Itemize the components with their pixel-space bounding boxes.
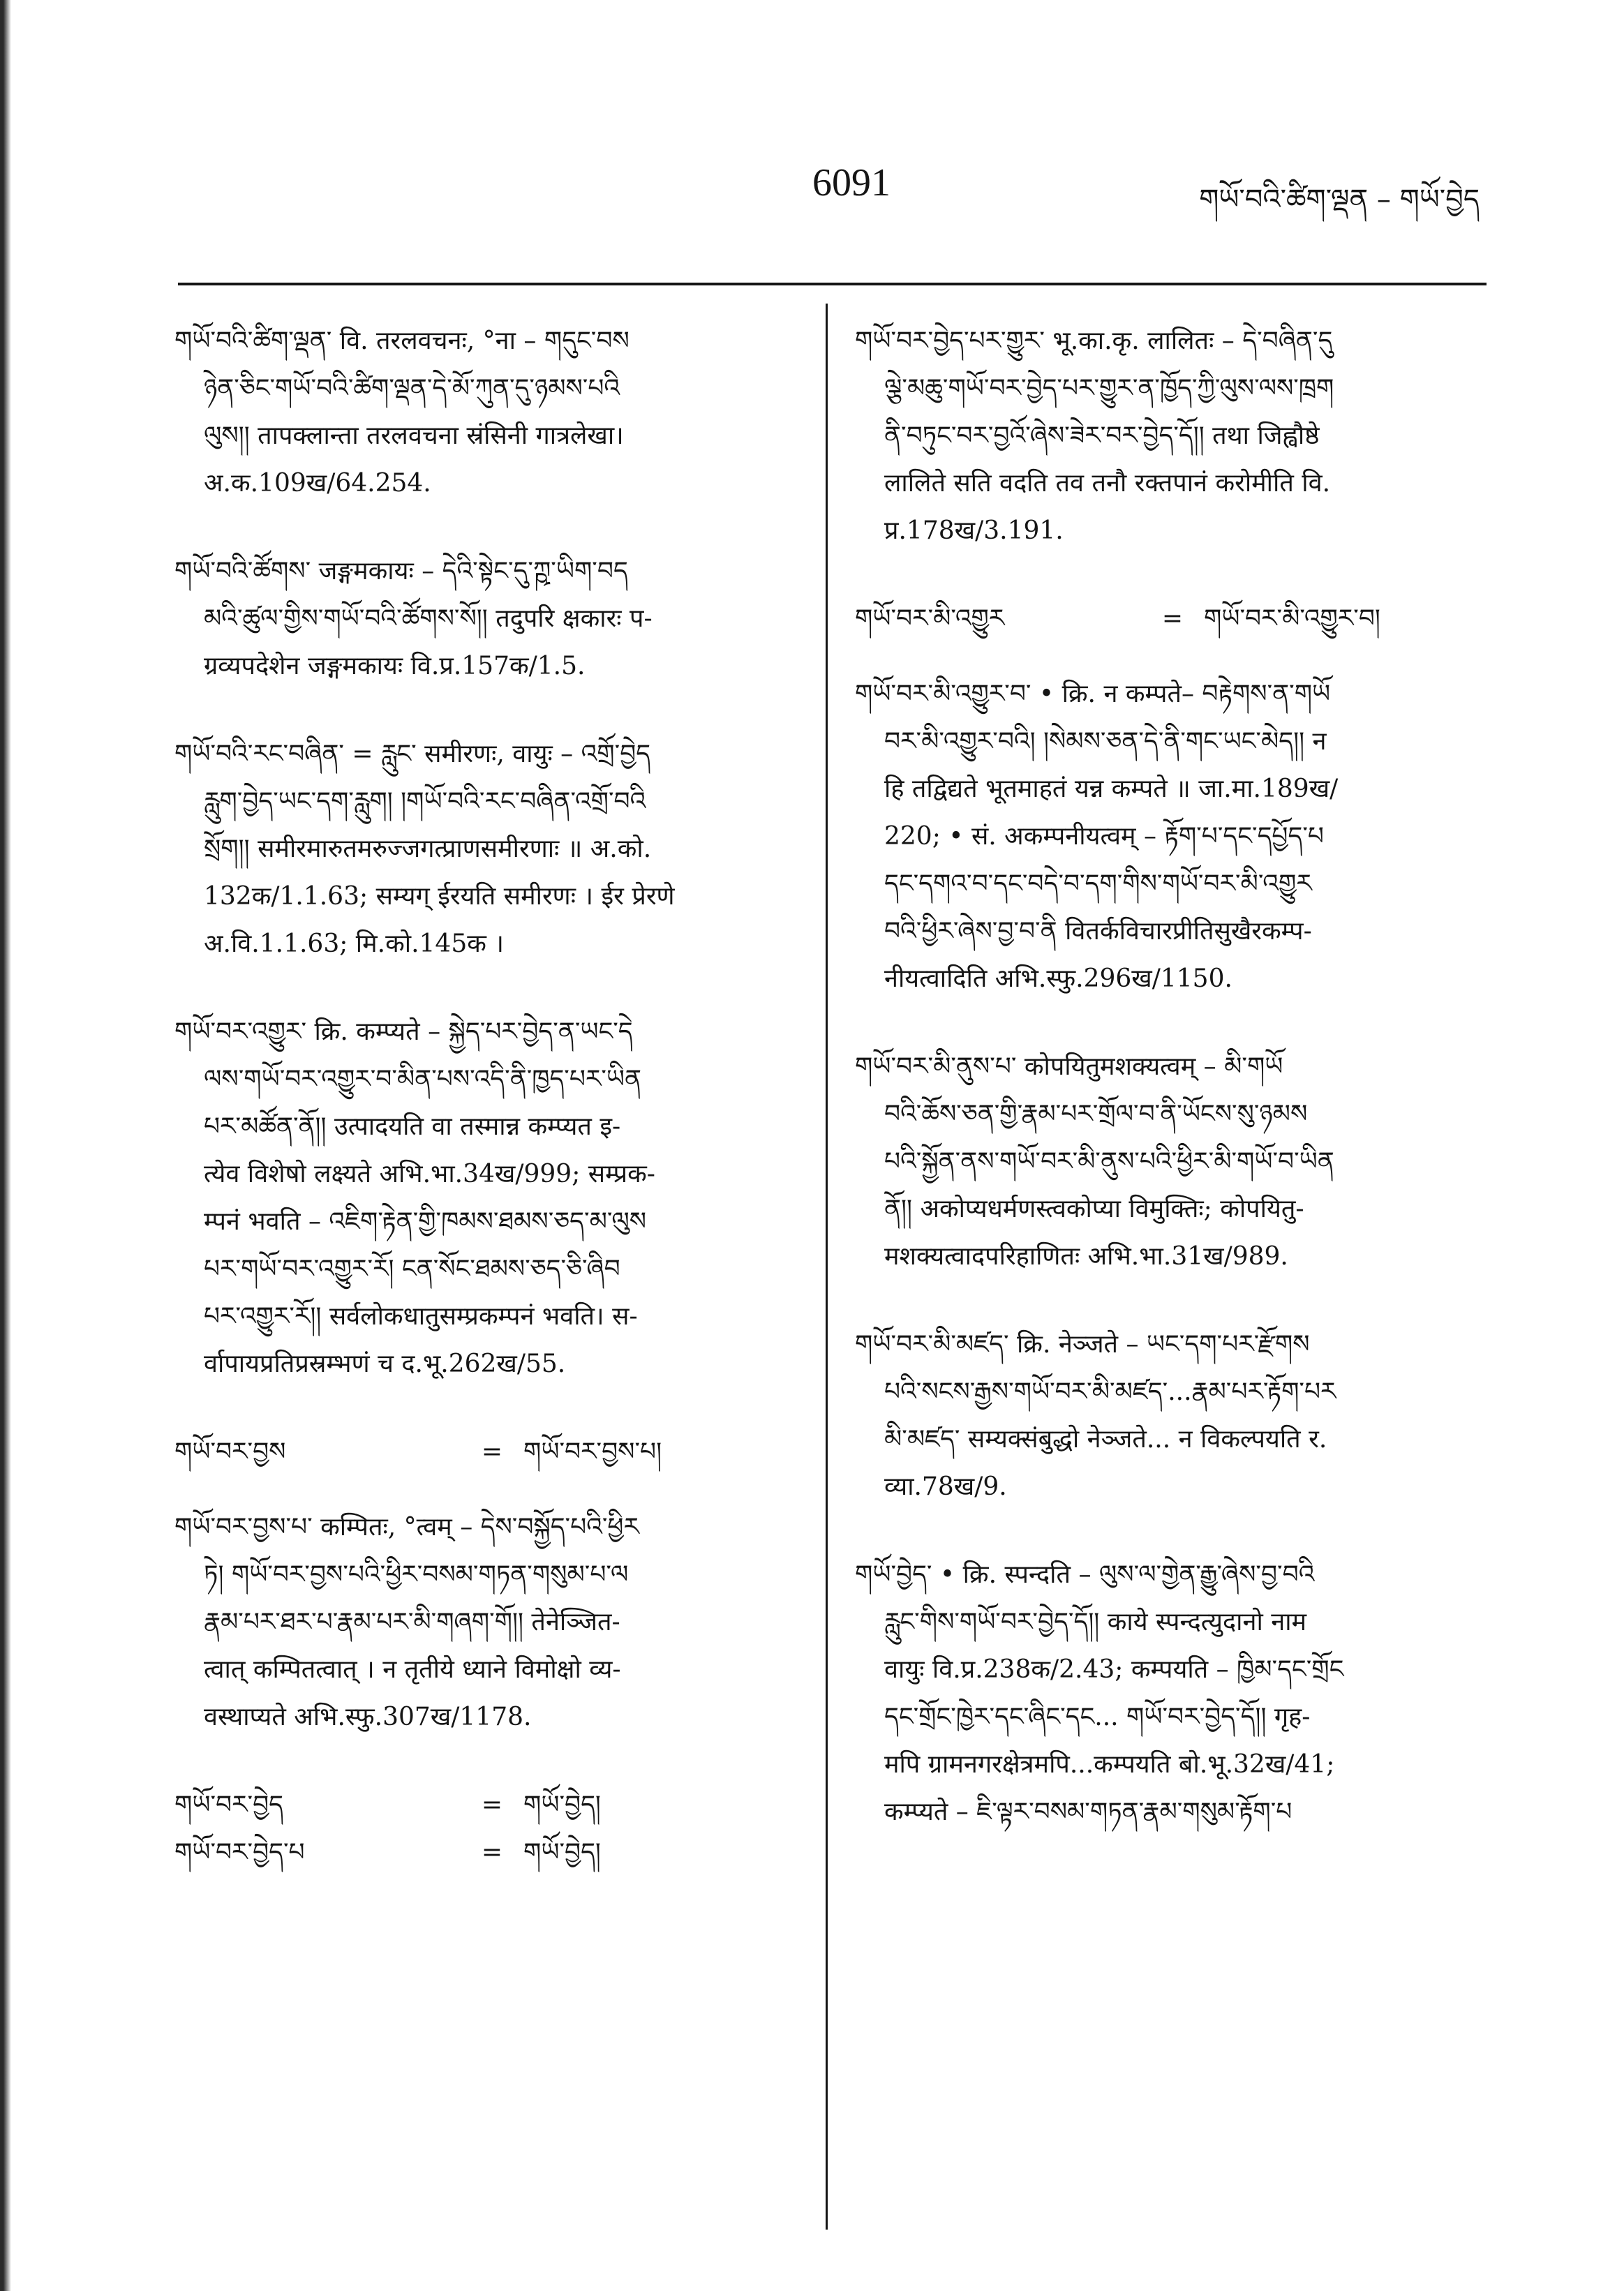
xref-headword: གཡོ་བར་བྱེད	[174, 1791, 283, 1819]
entry-line: དང་གྲོང་ཁྱེར་དང་ཞིང་དང... གཡོ་བར་བྱེད་དོ།། गृह-	[884, 1703, 1311, 1731]
entry-line: ཏེ། གཡོ་བར་བྱས་པའི་ཕྱིར་བསམ་གཏན་གསུམ་པ་ལ	[204, 1560, 629, 1589]
dictionary-entry	[855, 1043, 1483, 1281]
entry-line: ཉེན་ཅིང་གཡོ་བའི་ཚིག་ལྡན་དེ་མོ་ཀུན་དུ་ཉམས་པའི	[204, 374, 620, 403]
entry-line: अ.वि.1.1.63; मि.को.145क ।	[204, 930, 504, 958]
left-column	[174, 318, 803, 1876]
dictionary-entry	[855, 318, 1483, 555]
cross-reference	[855, 595, 1483, 643]
dictionary-entry	[855, 671, 1483, 1003]
entry-line: 132क/1.1.63; सम्यग् ईरयति समीरणः । ईर प्रेरणे	[204, 882, 675, 911]
entry-headline: གཡོ་བར་བྱས་པ་ कम्पितः, °त्वम् – དེས་བསྐྱོད་པའི་ཕྱིར	[174, 1513, 639, 1542]
entry-line: བའི་ཆོས་ཅན་གྱི་རྣམ་པར་གྲོལ་བ་ནི་ཡོངས་སུ་ཉམས	[884, 1100, 1308, 1128]
entry-headline: གཡོ་བར་མི་འགྱུར་བ་ • क्रि. न कम्पते– བརྟེགས་ན་གཡོ	[855, 680, 1331, 708]
entry-line: ནི་བཏུང་བར་བྱའོ་ཞེས་ཟེར་བར་བྱེད་དོ།། तथा जिह्वौष्ठे	[884, 421, 1320, 450]
entry-line: कम्प्यते – ཇི་ལྟར་བསམ་གཏན་རྣམ་གསུམ་རྟོག་པ	[884, 1798, 1293, 1826]
xref-target: གཡོ་བྱེད།	[523, 1791, 601, 1819]
entry-line: लालिते सति वदति तव तनौ रक्तपानं करोमीति वि.	[884, 469, 1331, 498]
entry-line: བར་མི་འགྱུར་བའི། །སེམས་ཅན་དེ་ནི་གང་ཡང་མེད།། न	[884, 727, 1327, 756]
entry-line: པའི་སངས་རྒྱས་གཡོ་བར་མི་མཛད་...རྣམ་པར་རྟོག་པར	[884, 1378, 1336, 1406]
scan-left-edge	[0, 0, 11, 2291]
cross-reference	[174, 1428, 803, 1476]
entry-headline: གཡོ་བར་བྱེད་པར་གྱུར་ भू.का.कृ. लालितः – དེ་བཞིན་དུ	[855, 327, 1333, 355]
cross-reference	[174, 1782, 803, 1829]
xref-equals: =	[1161, 604, 1184, 633]
entry-line: པར་འགྱུར་རོ།། सर्वलोकधातुसम्प्रकम्पनं भवति। स-	[204, 1302, 638, 1331]
entry-line: वायुः वि.प्र.238क/2.43; कम्पयति – ཁྱིམ་དང་གྲོང	[884, 1655, 1344, 1684]
dictionary-entry	[174, 1504, 803, 1741]
entry-line: ལས་གཡོ་བར་འགྱུར་བ་མིན་པས་འདི་ནི་ཁྱད་པར་ཡིན	[204, 1065, 642, 1094]
entry-headline: གཡོ་བར་མི་ནུས་པ་ कोपयितुमशक्यत्वम् – མི་གཡོ	[855, 1052, 1283, 1081]
entry-line: र्वापायप्रतिप्रस्रम्भणं च द.भू.262ख/55.	[204, 1350, 566, 1378]
entry-line: अ.क.109ख/64.254.	[204, 469, 431, 498]
entry-line: སྲོག།། समीरमारुतमरुज्जगत्प्राणसमीरणाः ॥ अ.को.	[204, 835, 652, 863]
entry-line: म्पनं भवति – འཇིག་རྟེན་གྱི་ཁམས་ཐམས་ཅད་མ་ལུས	[204, 1207, 647, 1236]
xref-headword: གཡོ་བར་མི་འགྱུར	[855, 604, 1005, 633]
xref-headword: གཡོ་བར་བྱེད་པ	[174, 1838, 305, 1867]
entry-line: नीयत्वादिति अभि.स्फु.296ख/1150.	[884, 964, 1232, 993]
dictionary-entry	[855, 1321, 1483, 1511]
entry-line: व्या.78ख/9.	[884, 1472, 1007, 1501]
entry-line: མི་མཛད་ सम्यक्संबुद्धो नेञ्जते... न विकल्पयति र.	[884, 1425, 1327, 1454]
entry-line: ནོ།། अकोप्यधर्मणस्त्वकोप्या विमुक्तिः; कोपयितु-	[884, 1195, 1304, 1223]
entry-line: त्येव विशेषो लक्ष्यते अभि.भा.34ख/999; सम्प्रक-	[204, 1160, 655, 1188]
entry-line: त्वात् कम्पितत्वात् । न तृतीये ध्याने विमोक्षो व्य-	[204, 1655, 621, 1684]
entry-line: ལྕེ་མཆུ་གཡོ་བར་བྱེད་པར་གྱུར་ན་ཁྱོད་ཀྱི་ལུས་ལས་ཁྲག	[884, 374, 1334, 403]
entry-line: ལུས།། तापक्लान्ता तरलवचना स्रंसिनी गात्रलेखा।	[204, 421, 624, 450]
entry-line: རླུང་གིས་གཡོ་བར་བྱེད་དོ།། काये स्पन्दत्युदानो नाम	[884, 1608, 1307, 1636]
xref-target: གཡོ་བར་མི་འགྱུར་བ།	[1204, 604, 1380, 633]
entry-line: प्र.178ख/3.191.	[884, 516, 1064, 545]
dictionary-entry	[174, 731, 803, 968]
dictionary-entry	[855, 1551, 1483, 1836]
entry-headline: གཡོ་བྱེད་ • क्रि. स्पन्दति – ལུས་ལ་གྱེན་རྒྱུ་ཞེས་བྱ་བའི	[855, 1560, 1315, 1589]
entry-line: བའི་ཕྱིར་ཞེས་བྱ་བ་ནི वितर्कविचारप्रीतिसुखैरकम्प-	[884, 917, 1312, 946]
xref-headword: གཡོ་བར་བྱས	[174, 1438, 286, 1466]
dictionary-entry	[174, 318, 803, 507]
xref-equals: =	[481, 1438, 503, 1466]
entry-headline: གཡོ་བའི་ཚིག་ལྡན་ वि. तरलवचनः, °ना – གདུང་བས	[174, 327, 630, 355]
dictionary-entry	[174, 1008, 803, 1388]
entry-line: हि तद्विद्यते भूतमाहतं यन्न कम्पते ॥ जा.मा.189ख/	[884, 775, 1339, 803]
entry-line: मशक्यत्वादपरिहाणितः अभि.भा.31ख/989.	[884, 1242, 1288, 1271]
xref-target: གཡོ་བར་བྱས་པ།	[523, 1438, 662, 1466]
header-rule	[178, 283, 1487, 285]
entry-line: 220; • सं. अकम्पनीयत्वम् – རྟོག་པ་དང་དཔྱོད་པ	[884, 822, 1324, 851]
entry-line: རྣམ་པར་ཐར་པ་རྣམ་པར་མི་གཞག་གོ།། तेनेञ्जित-	[204, 1608, 620, 1636]
entry-line: རླུག་བྱེད་ཡང་དག་རླུག། །གཡོ་བའི་རང་བཞིན་འགྲོ་བའི	[204, 787, 646, 816]
xref-equals: =	[481, 1791, 503, 1819]
cross-reference	[174, 1829, 803, 1876]
entry-headline: གཡོ་བའི་རང་བཞིན་ = རླུང་ समीरणः, वायुः – འགྲོ་བྱེད	[174, 740, 651, 768]
entry-line: མའི་ཚུལ་གྱིས་གཡོ་བའི་ཚོགས་སོ།། तदुपरि क्षकारः प-	[204, 604, 653, 633]
entry-line: मपि ग्रामनगरक्षेत्रमपि...कम्पयति बो.भू.32ख/41;	[884, 1750, 1335, 1779]
page-number: 6091	[812, 161, 891, 204]
entry-line: वस्थाप्यते अभि.स्फु.307ख/1178.	[204, 1703, 532, 1731]
xref-equals: =	[481, 1838, 503, 1867]
entry-line: དང་དགའ་བ་དང་བདེ་བ་དག་གིས་གཡོ་བར་མི་འགྱུར	[884, 870, 1312, 898]
xref-target: གཡོ་བྱེད།	[523, 1838, 601, 1867]
entry-line: པའི་སྐྱོན་ནས་གཡོ་བར་མི་ནུས་པའི་ཕྱིར་མི་གཡོ་བ་ཡིན	[884, 1147, 1334, 1176]
dictionary-entry	[174, 548, 803, 690]
right-column	[855, 318, 1483, 1876]
entry-headline: གཡོ་བར་མི་མཛད་ क्रि. नेञ्जते – ཡང་དག་པར་རྫོགས	[855, 1330, 1310, 1359]
running-head: གཡོ་བའི་ཚིག་ལྡན – གཡོ་བྱེད	[1199, 184, 1480, 216]
entry-headline: གཡོ་བར་འགྱུར་ क्रि. कम्प्यते – སྐྱེད་པར་བྱེད་ན་ཡང་དེ	[174, 1017, 633, 1046]
entry-headline: གཡོ་བའི་ཚོགས་ जङ्गमकायः – དེའི་སྟེང་དུ་ཀྵ་ཡིག་བད	[174, 557, 628, 585]
entry-line: པར་གཡོ་བར་འགྱུར་རོ། ངན་སོང་ཐམས་ཅད་ཅི་ཞིབ	[204, 1255, 620, 1283]
column-divider	[826, 304, 828, 2230]
entry-line: ग्रव्यपदेशेन जङ्गमकायः वि.प्र.157क/1.5.	[204, 652, 586, 680]
entry-line: པར་མཚོན་ནོ།། उत्पादयति वा तस्मान्न कम्प्यत इ-	[204, 1112, 621, 1141]
